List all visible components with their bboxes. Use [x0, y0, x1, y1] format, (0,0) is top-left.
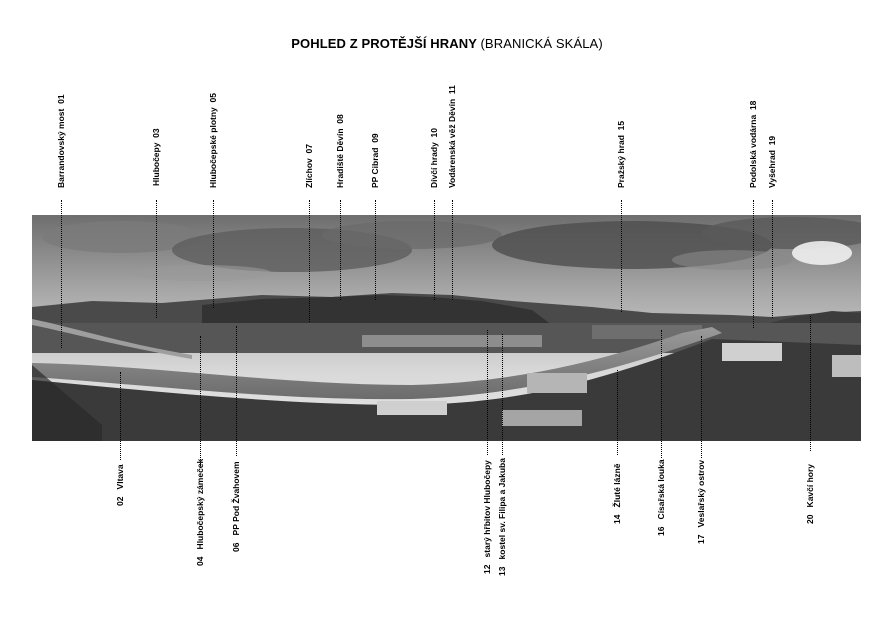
leader-line — [810, 316, 811, 451]
label-08: Hradiště Děvín 08 — [335, 114, 345, 188]
leader-line — [61, 200, 62, 348]
title-sub: (BRANICKÁ SKÁLA) — [480, 36, 603, 51]
label-10: Dívčí hrady 10 — [429, 127, 439, 188]
leader-line — [156, 200, 157, 318]
label-18: Podolská vodárna 18 — [748, 100, 758, 188]
label-01: Barrandovský most 01 — [56, 94, 66, 188]
leader-line — [375, 200, 376, 300]
leader-line — [236, 326, 237, 456]
leader-line — [309, 200, 310, 322]
label-12: 12 starý hřbitov Hlubočepy — [482, 460, 492, 574]
label-13: 13 kostel sv. Filipa a Jakuba — [497, 458, 507, 576]
label-05: Hlubočepské plotny 05 — [208, 93, 218, 188]
leader-line — [340, 200, 341, 300]
leader-line — [772, 200, 773, 318]
leader-line — [200, 336, 201, 468]
leader-line — [120, 372, 121, 460]
leader-line — [701, 336, 702, 458]
leader-line — [434, 200, 435, 300]
leader-line — [502, 334, 503, 455]
leader-line — [621, 200, 622, 312]
label-04: 04 Hlubočepský zámeček — [195, 458, 205, 566]
leader-line — [487, 330, 488, 455]
leader-line — [753, 200, 754, 328]
label-02: 02 Vltava — [115, 464, 125, 506]
leader-line — [452, 200, 453, 300]
label-15: Pražský hrad 15 — [616, 120, 626, 188]
leader-line — [617, 370, 618, 455]
title-main: POHLED Z PROTĚJŠÍ HRANY — [291, 36, 477, 51]
label-14: 14 Žluté lázně — [612, 463, 622, 524]
leader-line — [213, 200, 214, 308]
label-09: PP Cibrad 09 — [370, 133, 380, 188]
leader-line — [661, 330, 662, 458]
label-11: Vodárenská věž Děvín 11 — [447, 85, 457, 188]
label-19: Vyšehrad 19 — [767, 135, 777, 188]
label-17: 17 Veslařský ostrov — [696, 459, 706, 544]
label-20: 20 Kavčí hory — [805, 463, 815, 524]
label-16: 16 Císařská louka — [656, 459, 666, 536]
label-06: 06 PP Pod Žvahovem — [231, 461, 241, 552]
page-title — [0, 36, 894, 51]
label-03: Hlubočepy 03 — [151, 128, 161, 186]
label-07: Zlíchov 07 — [304, 144, 314, 188]
